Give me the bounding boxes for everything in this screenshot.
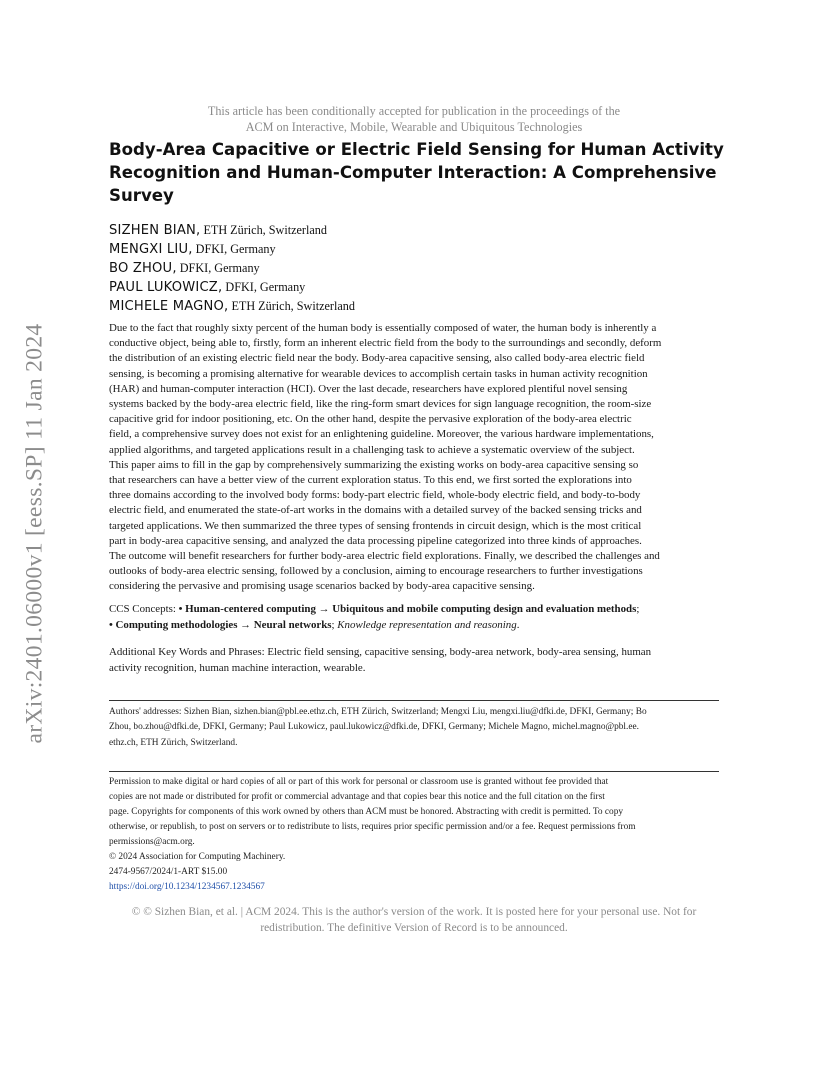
abstract-line: systems backed by the body-area electric field, like the ring-form smart devices for sign language recognition, the room-size xyxy=(109,398,652,411)
acceptance-notice xyxy=(109,103,719,135)
permission-divider xyxy=(109,771,719,772)
author-entry xyxy=(109,220,721,239)
keywords xyxy=(109,645,721,676)
author-entry xyxy=(109,239,721,258)
author-name: MICHELE MAGNO, xyxy=(109,299,229,314)
abstract-line: electric field, and enumerated the state-of-art works in the domains with a detailed survey of the backed sensing tricks and xyxy=(109,504,642,517)
copyright-line: © 2024 Association for Computing Machinery. xyxy=(109,852,286,862)
permission-line: page. Copyrights for components of this work owned by others than ACM must be honored. Abstracting with credit is permitted. To copy xyxy=(109,807,624,817)
abstract xyxy=(109,321,721,595)
permission-line: permissions@acm.org. xyxy=(109,837,195,847)
issn-line: 2474-9567/2024/1-ART $15.00 xyxy=(109,867,228,877)
title-line: Body-Area Capacitive or Electric Field Sensing for Human Activity xyxy=(109,140,724,159)
author-entry xyxy=(109,277,721,296)
author-affiliation: ETH Zürich, Switzerland xyxy=(200,223,327,237)
addresses-line: Zhou, bo.zhou@dfki.de, DFKI, Germany; Paul Lukowicz, paul.lukowicz@dfki.de, DFKI, Germany; Michele Magno, michel.magno@pbl.ee. xyxy=(109,722,639,733)
author-name: PAUL LUKOWICZ, xyxy=(109,280,223,295)
permission-line: otherwise, or republish, to post on servers or to redistribute to lists, requires prior specific permission and/or a fee. Request permissions from xyxy=(109,822,636,832)
author-addresses xyxy=(109,705,721,751)
abstract-line: part in body-area capacitive sensing, and analyzed the data processing pipeline categorized into three kinds of approaches. xyxy=(109,534,642,547)
title-line: Survey xyxy=(109,186,174,205)
keywords-line: activity recognition, human machine interaction, wearable. xyxy=(109,661,366,674)
author-entry xyxy=(109,258,721,277)
permission-notice xyxy=(109,775,721,895)
paper-title xyxy=(109,138,724,207)
ccs-concept: • Human-centered computing → Ubiquitous and mobile computing design and evaluation methods xyxy=(178,603,637,615)
abstract-line: sensing, is becoming a promising alternative for wearable devices to accomplish certain tasks in human activity recognition xyxy=(109,367,648,380)
author-affiliation: DFKI, Germany xyxy=(176,261,260,275)
author-entry xyxy=(109,296,721,315)
notice-line: This article has been conditionally accepted for publication in the proceedings of the xyxy=(207,104,621,118)
author-name: MENGXI LIU, xyxy=(109,242,193,257)
author-affiliation: DFKI, Germany xyxy=(192,242,276,256)
ccs-end: . xyxy=(516,619,520,631)
abstract-line: the distribution of an existing electric field near the body. Body-area capacitive sensing, also called body-area electric field xyxy=(109,352,645,365)
ccs-subconcept: Knowledge representation and reasoning xyxy=(337,619,517,631)
title-line: Recognition and Human-Computer Interaction: A Comprehensive xyxy=(109,163,717,182)
addresses-line: ethz.ch, ETH Zürich, Switzerland. xyxy=(109,737,238,748)
author-list xyxy=(109,220,721,315)
ccs-label: CCS Concepts: xyxy=(109,603,179,615)
ccs-separator: ; xyxy=(636,603,640,615)
doi-link[interactable]: https://doi.org/10.1234/1234567.1234567 xyxy=(109,882,265,892)
notice-line: ACM on Interactive, Mobile, Wearable and Ubiquitous Technologies xyxy=(245,120,583,134)
abstract-line: (HAR) and human-computer interaction (HCI). Over the last decade, researchers have explored plentiful novel sensing xyxy=(109,382,628,395)
abstract-line: targeted applications. We then summarized the three types of sensing frontends in circuit design, which is the most critical xyxy=(109,519,642,532)
ccs-line xyxy=(109,601,721,617)
addresses-divider xyxy=(109,700,719,701)
abstract-line: that researchers can have a better view of the current exploration status. To this end, we first sorted the explorations into xyxy=(109,474,632,487)
abstract-line: applied algorithms, and targeted applications result in a challenging task to achieve a systematic overview of the subject. xyxy=(109,443,635,456)
arxiv-stamp xyxy=(14,290,56,776)
abstract-line: outlooks of body-area electric sensing, followed by a conclusion, aiming to encourage researchers to further investigations xyxy=(109,565,643,578)
abstract-line: Due to the fact that roughly sixty percent of the human body is essentially composed of water, the human body is inherently a xyxy=(109,322,657,334)
ccs-separator: ; xyxy=(331,619,338,631)
arxiv-stamp-text: arXiv:2401.06000v1 [eess.SP] 11 Jan 2024 xyxy=(21,322,48,744)
page-footer xyxy=(109,904,719,936)
ccs-line xyxy=(109,617,721,633)
abstract-line: considering the pervasive and promising usage scenarios backed by body-area capacitive sensing. xyxy=(109,580,535,593)
abstract-line: The outcome will benefit researchers for further body-area electric field explorations. Finally, we described the challenges and xyxy=(109,550,660,563)
permission-line: Permission to make digital or hard copies of all or part of this work for personal or classroom use is granted without fee provided that xyxy=(109,777,609,787)
ccs-concept: • Computing methodologies → Neural networks xyxy=(109,619,332,631)
abstract-line: capacitive grid for indoor positioning, etc. On the other hand, despite the pervasive exploration of the body-area electric xyxy=(109,413,632,426)
author-affiliation: DFKI, Germany xyxy=(222,280,306,294)
author-affiliation: ETH Zürich, Switzerland xyxy=(228,299,355,313)
ccs-concepts xyxy=(109,601,721,633)
abstract-line: This paper aims to fill in the gap by comprehensively summarizing the existing works on body-area capacitive sensing so xyxy=(109,458,639,471)
abstract-line: conductive object, being able to, firstly, form an inherent electric field from the body to the surroundings and secondly, deform xyxy=(109,337,662,350)
footer-line: redistribution. The definitive Version of Record is to be announced. xyxy=(260,922,568,934)
author-name: SIZHEN BIAN, xyxy=(109,223,201,238)
author-name: BO ZHOU, xyxy=(109,261,177,276)
footer-line: © © Sizhen Bian, et al. | ACM 2024. This is the author's version of the work. It is posted here for your personal use. Not for xyxy=(131,906,697,918)
abstract-line: field, a comprehensive survey does not exist for an enlightening guideline. Moreover, the various hardware implementations, xyxy=(109,428,654,441)
abstract-line: three domains according to the involved body forms: body-part electric field, whole-body electric field, and body-to-body xyxy=(109,489,641,502)
keywords-line: Additional Key Words and Phrases: Electric field sensing, capacitive sensing, body-area network, body-area sensing, human xyxy=(109,646,652,658)
permission-line: copies are not made or distributed for profit or commercial advantage and that copies bear this notice and the full citation on the first xyxy=(109,792,605,802)
addresses-line: Authors' addresses: Sizhen Bian, sizhen.bian@pbl.ee.ethz.ch, ETH Zürich, Switzerland; Mengxi Liu, mengxi.liu@dfki.de, DFKI, Germany; Bo xyxy=(109,707,647,717)
